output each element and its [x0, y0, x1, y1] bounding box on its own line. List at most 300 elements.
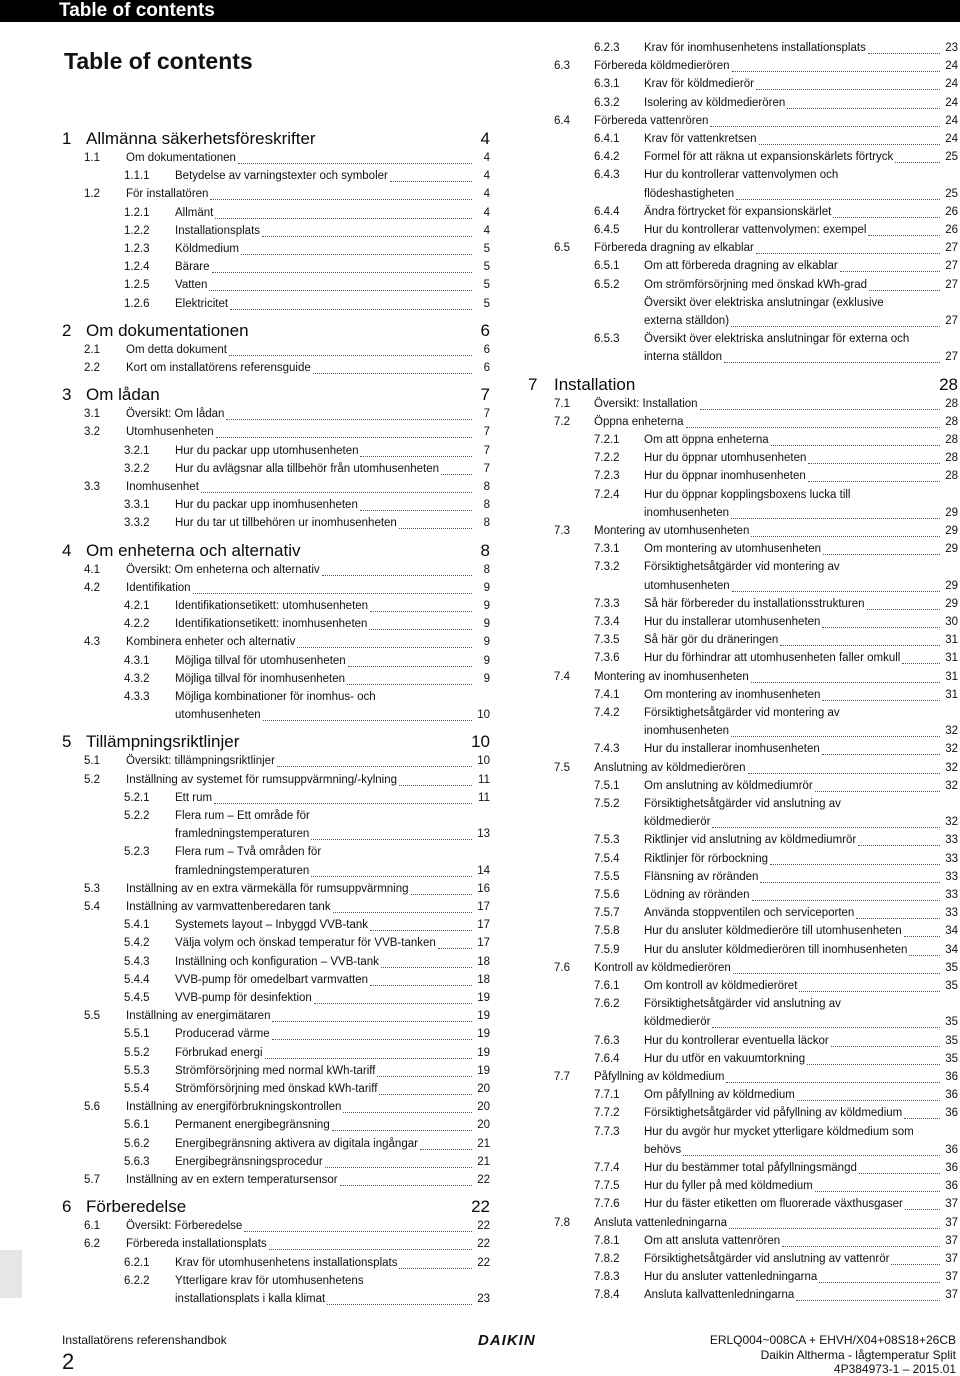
toc-leader-dots: [731, 735, 940, 737]
toc-title-continued: utomhusenheten: [175, 709, 261, 722]
toc-number: 3.2: [84, 426, 100, 439]
toc-title: Hur du bestämmer total påfyllningsmängd: [644, 1162, 857, 1174]
toc-title: Installationsplats: [175, 224, 261, 237]
toc-leader-dots: [272, 1038, 472, 1040]
toc-leader-dots: [377, 1075, 472, 1077]
toc-title: Flänsning av röränden: [644, 870, 759, 883]
toc-number: 3: [62, 385, 72, 405]
toc-leader-dots: [808, 462, 940, 464]
toc-title: Försiktighetsåtgärder vid påfyllning av köldmedium: [644, 1107, 903, 1120]
toc-title: Tillämpningsriktlinjer: [86, 732, 240, 752]
toc-number: 7.6.1: [594, 980, 620, 992]
toc-title: Om strömförsörjning med önskad kWh-grad: [644, 278, 868, 291]
toc-page-number: 7: [483, 408, 490, 421]
toc-title: Möjliga kombinationer för inomhus- och: [175, 691, 376, 703]
toc-leader-dots: [212, 271, 472, 273]
toc-title: Identifikationsetikett: inomhusenheten: [175, 618, 368, 631]
toc-number: 5.4.4: [124, 973, 150, 986]
toc-title: Förbereda dragning av elkablar: [594, 242, 754, 255]
toc-title-continued: köldmedierör: [644, 816, 711, 829]
toc-title: Inställning av systemet för rumsuppvärmning/-kylning: [126, 773, 398, 786]
toc-title: För installatören: [126, 188, 209, 201]
toc-number: 7.3.1: [594, 543, 620, 556]
toc-number: 3.3.2: [124, 517, 150, 530]
toc-title: Översikt: Om enheterna och alternativ: [126, 563, 320, 576]
toc-page-number: 28: [945, 470, 958, 483]
toc-title: Bärare: [175, 261, 210, 274]
toc-title: Förbereda installationsplats: [126, 1238, 267, 1251]
toc-page-number: 19: [477, 1028, 490, 1041]
toc-page-number: 27: [945, 278, 958, 291]
toc-number: 4.2.1: [124, 600, 150, 612]
toc-number: 7.2: [554, 415, 570, 428]
toc-leader-dots: [902, 662, 940, 664]
toc-page-number: 26: [945, 205, 958, 218]
toc-title: Översikt: Om lådan: [126, 408, 225, 421]
toc-page-number: 27: [945, 314, 958, 327]
toc-leader-dots: [712, 1026, 940, 1028]
toc-leader-dots: [381, 966, 472, 968]
toc-leader-dots: [210, 198, 472, 200]
toc-leader-dots: [756, 252, 940, 254]
toc-leader-dots: [347, 683, 472, 685]
toc-leader-dots: [904, 1117, 940, 1119]
toc-page-number: 32: [945, 743, 958, 756]
toc-number: 7.7.2: [594, 1107, 620, 1120]
toc-page-number: 7: [480, 385, 490, 405]
toc-page-number: 18: [477, 973, 490, 986]
toc-leader-dots: [238, 162, 472, 164]
toc-title: Krav för utomhusenhetens installationsplats: [175, 1256, 398, 1269]
toc-number: 6.1: [84, 1220, 100, 1233]
toc-number: 7.2.3: [594, 470, 620, 483]
toc-number: 3.2.1: [124, 444, 150, 457]
toc-page-number: 22: [477, 1220, 490, 1233]
toc-title: Inställning av en extra värmekälla för rumsuppvärmning: [126, 882, 409, 895]
toc-leader-dots: [311, 875, 472, 877]
toc-title-continued: interna ställdon: [644, 351, 722, 364]
toc-title: Strömförsörjning med normal kWh-tariff: [175, 1064, 376, 1077]
toc-number: 6.5: [554, 242, 570, 255]
toc-number: 5.4.5: [124, 992, 150, 1004]
toc-leader-dots: [726, 1081, 940, 1083]
toc-page-number: 32: [945, 816, 958, 829]
toc-title: Vatten: [175, 279, 208, 292]
page-title: Table of contents: [64, 48, 253, 74]
toc-leader-dots: [858, 844, 940, 846]
toc-number: 1.2.6: [124, 297, 150, 310]
toc-leader-dots: [731, 517, 940, 519]
toc-title: Krav för inomhusenhetens installationsplats: [644, 42, 866, 54]
toc-leader-dots: [216, 436, 472, 438]
toc-number: 7.7: [554, 1071, 570, 1083]
toc-leader-dots: [379, 1093, 472, 1095]
toc-title: Hur du installerar inomhusenheten: [644, 743, 820, 756]
toc-title: Flera rum – Två områden för: [175, 846, 322, 859]
toc-page-number: 17: [477, 919, 490, 932]
toc-page-number: 17: [477, 937, 490, 950]
toc-page-number: 21: [477, 1137, 490, 1150]
toc-number: 1: [62, 129, 72, 148]
toc-title: Betydelse av varningstexter och symboler: [175, 170, 388, 183]
toc-title: Förbereda köldmedierören: [594, 60, 730, 73]
toc-page-number: 26: [945, 224, 958, 236]
toc-number: 7.4.2: [594, 707, 620, 719]
toc-number: 7.2.4: [594, 488, 620, 501]
toc-page-number: 34: [945, 943, 958, 956]
toc-title: Inställning av energimätaren: [126, 1010, 271, 1023]
toc-number: 4: [62, 540, 72, 560]
toc-page-number: 19: [477, 992, 490, 1004]
toc-title: Om att öppna enheterna: [644, 434, 769, 446]
toc-title-continued: installationsplats i kalla klimat: [175, 1292, 326, 1305]
toc-number: 7.5.4: [594, 852, 620, 865]
toc-leader-dots: [822, 753, 940, 755]
toc-number: 6.4: [554, 114, 570, 127]
toc-leader-dots: [209, 289, 472, 291]
toc-title: Hur du ansluter köldmedierören till inomhusenheten: [644, 943, 908, 956]
toc-title: Förberedelse: [86, 1197, 187, 1217]
toc-leader-dots: [752, 899, 941, 901]
toc-leader-dots: [799, 990, 940, 992]
toc-page-number: 32: [945, 779, 958, 792]
toc-leader-dots: [314, 1002, 472, 1004]
toc-title: Om anslutning av köldmediumrör: [644, 779, 813, 792]
toc-title: Hur du avgör hur mycket ytterligare köldmedium som: [644, 1125, 914, 1138]
toc-title: Kontroll av köldmedierören: [594, 961, 731, 974]
toc-page-number: 8: [483, 517, 490, 530]
toc-page-number: 37: [945, 1253, 958, 1265]
toc-number: 5.2: [84, 773, 100, 786]
toc-page-number: 37: [945, 1216, 958, 1229]
toc-number: 7.8.4: [594, 1289, 620, 1302]
toc-number: 5.4.3: [124, 955, 150, 968]
toc-page-number: 20: [477, 1101, 490, 1114]
toc-leader-dots: [869, 289, 940, 291]
toc-number: 6.2.3: [594, 42, 620, 54]
toc-title: Om dokumentationen: [126, 152, 236, 164]
toc-title: Identifikation: [126, 581, 191, 594]
toc-number: 5.5.1: [124, 1028, 150, 1041]
toc-title: Möjliga tillval för inomhusenheten: [175, 672, 346, 685]
toc-page-number: 16: [477, 882, 490, 895]
toc-number: 5.2.3: [124, 846, 150, 859]
toc-title: Installation: [554, 374, 636, 394]
toc-page-number: 6: [483, 362, 490, 374]
toc-page-number: 24: [945, 96, 958, 109]
toc-number: 5.5.3: [124, 1064, 150, 1077]
toc-page-number: 11: [478, 791, 490, 804]
toc-title: Försiktighetsåtgärder vid montering av: [644, 561, 840, 574]
toc-title-continued: köldmedierör: [644, 1016, 711, 1029]
toc-number: 5.6.1: [124, 1119, 150, 1132]
toc-page-number: 33: [945, 907, 958, 920]
toc-page-number: 4: [480, 129, 490, 148]
toc-leader-dots: [343, 1111, 472, 1113]
side-tab-marker: [0, 1250, 22, 1298]
toc-title: Allmänt: [175, 206, 214, 219]
toc-number: 1.2.4: [124, 261, 150, 274]
toc-title: VVB-pump för omedelbart varmvatten: [175, 973, 369, 986]
toc-leader-dots: [277, 765, 472, 767]
toc-page-number: 8: [483, 499, 490, 512]
toc-number: 1.2.2: [124, 224, 150, 237]
toc-leader-dots: [787, 107, 940, 109]
toc-number: 7.4.1: [594, 688, 620, 701]
toc-title: Formel för att räkna ut expansionskärlets förtryck: [644, 151, 894, 164]
toc-page-number: 4: [483, 152, 490, 164]
toc-leader-dots: [867, 608, 940, 610]
toc-number: 3.2.2: [124, 462, 150, 475]
toc-leader-dots: [831, 1045, 940, 1047]
toc-number: 7.6.2: [594, 998, 620, 1011]
toc-title: Inställning och konfiguration – VVB-tank: [175, 955, 379, 968]
toc-title: Elektricitet: [175, 297, 229, 310]
toc-leader-dots: [230, 308, 472, 310]
toc-page-number: 36: [945, 1089, 958, 1102]
toc-title: Så här förbereder du installationsstrukturen: [644, 597, 865, 610]
toc-page-number: 4: [483, 170, 490, 183]
toc-number: 7.3.3: [594, 597, 620, 610]
toc-leader-dots: [760, 881, 940, 883]
toc-leader-dots: [390, 180, 472, 182]
toc-page-number: 6: [480, 320, 490, 340]
toc-page-number: 37: [945, 1234, 958, 1247]
toc-leader-dots: [370, 610, 472, 612]
toc-number: 7.5.6: [594, 889, 620, 901]
toc-leader-dots: [263, 719, 472, 721]
toc-number: 6.4.1: [594, 133, 620, 145]
toc-leader-dots: [700, 408, 940, 410]
toc-title: Inställning av energiförbrukningskontrollen: [126, 1101, 342, 1114]
toc-number: 1.1.1: [124, 170, 150, 183]
toc-title: Krav för köldmedierör: [644, 78, 754, 91]
toc-number: 6.3.2: [594, 96, 620, 109]
toc-number: 7.6.4: [594, 1052, 620, 1065]
toc-page-number: 24: [945, 114, 958, 127]
toc-number: 6.2: [84, 1238, 100, 1251]
toc-number: 7.4: [554, 670, 570, 683]
toc-leader-dots: [733, 972, 940, 974]
toc-leader-dots: [399, 527, 472, 529]
toc-title: Köldmedium: [175, 243, 239, 255]
toc-leader-dots: [201, 491, 472, 493]
toc-leader-dots: [909, 954, 940, 956]
toc-number: 7.2.2: [594, 452, 620, 465]
toc-page-number: 18: [477, 955, 490, 968]
toc-number: 7.6.3: [594, 1034, 620, 1047]
toc-number: 5.3: [84, 882, 100, 895]
toc-leader-dots: [710, 125, 940, 127]
toc-leader-dots: [759, 143, 941, 145]
toc-title: Om att ansluta vattenrören: [644, 1234, 781, 1247]
toc-leader-dots: [822, 626, 940, 628]
toc-title: Ett rum: [175, 791, 213, 804]
toc-page-number: 24: [945, 78, 958, 91]
toc-page-number: 35: [945, 1052, 958, 1065]
toc-page-number: 22: [477, 1256, 490, 1269]
toc-leader-dots: [732, 70, 940, 72]
toc-leader-dots: [822, 699, 940, 701]
toc-leader-dots: [895, 161, 940, 163]
toc-title: Montering av utomhusenheten: [594, 525, 750, 537]
toc-number: 5.1: [84, 755, 100, 768]
toc-page-number: 13: [477, 828, 490, 841]
toc-page-number: 36: [945, 1162, 958, 1174]
toc-page-number: 33: [945, 889, 958, 901]
toc-title: Öppna enheterna: [594, 415, 684, 428]
toc-leader-dots: [770, 863, 940, 865]
toc-page-number: 11: [478, 773, 490, 786]
toc-number: 7.5.8: [594, 925, 620, 938]
toc-leader-dots: [780, 644, 940, 646]
toc-page-number: 9: [483, 600, 490, 612]
toc-page-number: 37: [945, 1271, 958, 1284]
toc-title: Riktlinjer vid anslutning av köldmediumrör: [644, 834, 857, 847]
toc-leader-dots: [815, 790, 940, 792]
toc-page-number: 8: [480, 540, 490, 560]
toc-number: 7.8.1: [594, 1234, 620, 1247]
toc-number: 7.4.3: [594, 743, 620, 756]
toc-page-number: 24: [945, 133, 958, 145]
toc-number: 6.3.1: [594, 78, 620, 91]
toc-number: 6.5.2: [594, 278, 620, 291]
toc-number: 7.7.3: [594, 1125, 620, 1138]
toc-number: 6.2.1: [124, 1256, 150, 1269]
toc-title: Använda stoppventilen och serviceporten: [644, 907, 855, 920]
toc-number: 6.4.3: [594, 169, 620, 182]
toc-page-number: 28: [945, 397, 958, 410]
toc-page-number: 7: [483, 426, 490, 439]
toc-number: 7.5.9: [594, 943, 620, 956]
toc-page-number: 9: [483, 672, 490, 685]
toc-title: Inställning av en extern temperatursensor: [126, 1174, 338, 1186]
toc-leader-dots: [369, 628, 472, 630]
toc-leader-dots: [859, 1172, 940, 1174]
toc-title: Strömförsörjning med önskad kWh-tariff: [175, 1083, 378, 1095]
toc-title: Översikt: Installation: [594, 397, 698, 410]
toc-leader-dots: [340, 1184, 472, 1186]
toc-page-number: 37: [945, 1289, 958, 1302]
toc-leader-dots: [399, 1267, 472, 1269]
toc-title: Utomhusenheten: [126, 426, 214, 439]
toc-number: 7.2.1: [594, 434, 620, 446]
toc-page-number: 25: [945, 151, 958, 164]
toc-page-number: 10: [477, 755, 490, 768]
toc-page-number: 22: [471, 1197, 490, 1217]
toc-title: Påfyllning av köldmedium: [594, 1071, 725, 1083]
toc-number: 7.7.4: [594, 1162, 620, 1174]
toc-leader-dots: [441, 473, 472, 475]
toc-leader-dots: [840, 270, 940, 272]
toc-page-number: 23: [477, 1292, 490, 1305]
toc-page-number: 33: [945, 852, 958, 865]
toc-page-number: 27: [945, 242, 958, 255]
toc-page-number: 5: [483, 243, 490, 255]
toc-number: 5.2.2: [124, 810, 150, 822]
header-bar: Table of contents: [0, 0, 960, 22]
toc-title: Hur du avlägsnar alla tillbehör från utomhusenheten: [175, 462, 440, 475]
toc-title: Hur du fäster etiketten om fluorerade växthusgaser: [644, 1198, 903, 1211]
toc-title-continued: inomhusenheten: [644, 725, 730, 738]
toc-leader-dots: [399, 784, 472, 786]
toc-number: 7.3: [554, 525, 570, 537]
toc-leader-dots: [807, 1063, 940, 1065]
toc-leader-dots: [751, 535, 940, 537]
toc-title: VVB-pump för desinfektion: [175, 992, 312, 1004]
toc-number: 7.3.6: [594, 652, 620, 665]
toc-title: Hur du öppnar inomhusenheten: [644, 470, 806, 483]
toc-page-number: 29: [945, 543, 958, 556]
toc-leader-dots: [229, 354, 472, 356]
toc-leader-dots: [438, 947, 472, 949]
toc-leader-dots: [348, 665, 472, 667]
toc-page-number: 4: [483, 206, 490, 219]
toc-title: Hur du förhindrar att utomhusenheten faller omkull: [644, 652, 901, 665]
toc-title: Om att förbereda dragning av elkablar: [644, 260, 838, 273]
toc-leader-dots: [712, 826, 940, 828]
toc-number: 4.1: [84, 563, 100, 576]
toc-title: Om detta dokument: [126, 343, 227, 356]
toc-page-number: 24: [945, 60, 958, 73]
toc-title: Förbrukad energi: [175, 1046, 263, 1059]
toc-title-continued: utomhusenheten: [644, 579, 730, 592]
toc-leader-dots: [729, 1227, 940, 1229]
toc-number: 7.1: [554, 397, 570, 410]
toc-number: 5.6.3: [124, 1155, 150, 1168]
toc-leader-dots: [370, 929, 472, 931]
footer-doc-id: 4P384973-1 – 2015.01: [833, 1362, 956, 1376]
toc-number: 3.1: [84, 408, 100, 421]
toc-title: Försiktighetsåtgärder vid montering av: [644, 707, 840, 719]
toc-page-number: 9: [483, 654, 490, 667]
toc-page-number: 8: [483, 563, 490, 576]
toc-page-number: 36: [945, 1143, 958, 1156]
toc-number: 7.8: [554, 1216, 570, 1229]
toc-page-number: 14: [477, 864, 490, 877]
toc-leader-dots: [868, 234, 940, 236]
toc-page-number: 10: [477, 709, 490, 722]
toc-title: Hur du kontrollerar vattenvolymen och: [644, 169, 839, 182]
toc-title: Hur du fyller på med köldmedium: [644, 1180, 813, 1193]
toc-number: 6.4.2: [594, 151, 620, 164]
toc-title-continued: inomhusenheten: [644, 506, 730, 519]
toc-page-number: 36: [945, 1107, 958, 1120]
toc-page-number: 5: [483, 297, 490, 310]
toc-page-number: 28: [945, 434, 958, 446]
toc-page-number: 35: [945, 1016, 958, 1029]
toc-number: 7.5: [554, 761, 570, 774]
toc-leader-dots: [748, 772, 940, 774]
toc-title: Om påfyllning av köldmedium: [644, 1089, 795, 1102]
toc-title: Inställning av varmvattenberedaren tank: [126, 901, 331, 913]
toc-number: 5.2.1: [124, 791, 150, 804]
toc-leader-dots: [333, 911, 472, 913]
toc-number: 7.3.5: [594, 634, 620, 647]
toc-title: Hur du installerar utomhusenheten: [644, 616, 821, 628]
toc-leader-dots: [782, 1245, 940, 1247]
toc-number: 7.5.7: [594, 907, 620, 920]
toc-leader-dots: [269, 1248, 472, 1250]
toc-leader-dots: [297, 646, 472, 648]
toc-title: Montering av inomhusenheten: [594, 670, 749, 683]
toc-number: 2.2: [84, 362, 100, 374]
toc-title: Hur du kontrollerar eventuella läckor: [644, 1034, 829, 1047]
toc-number: 1.1: [84, 152, 100, 164]
toc-page-number: 31: [945, 688, 958, 701]
toc-leader-dots: [411, 893, 472, 895]
toc-leader-dots: [808, 480, 940, 482]
